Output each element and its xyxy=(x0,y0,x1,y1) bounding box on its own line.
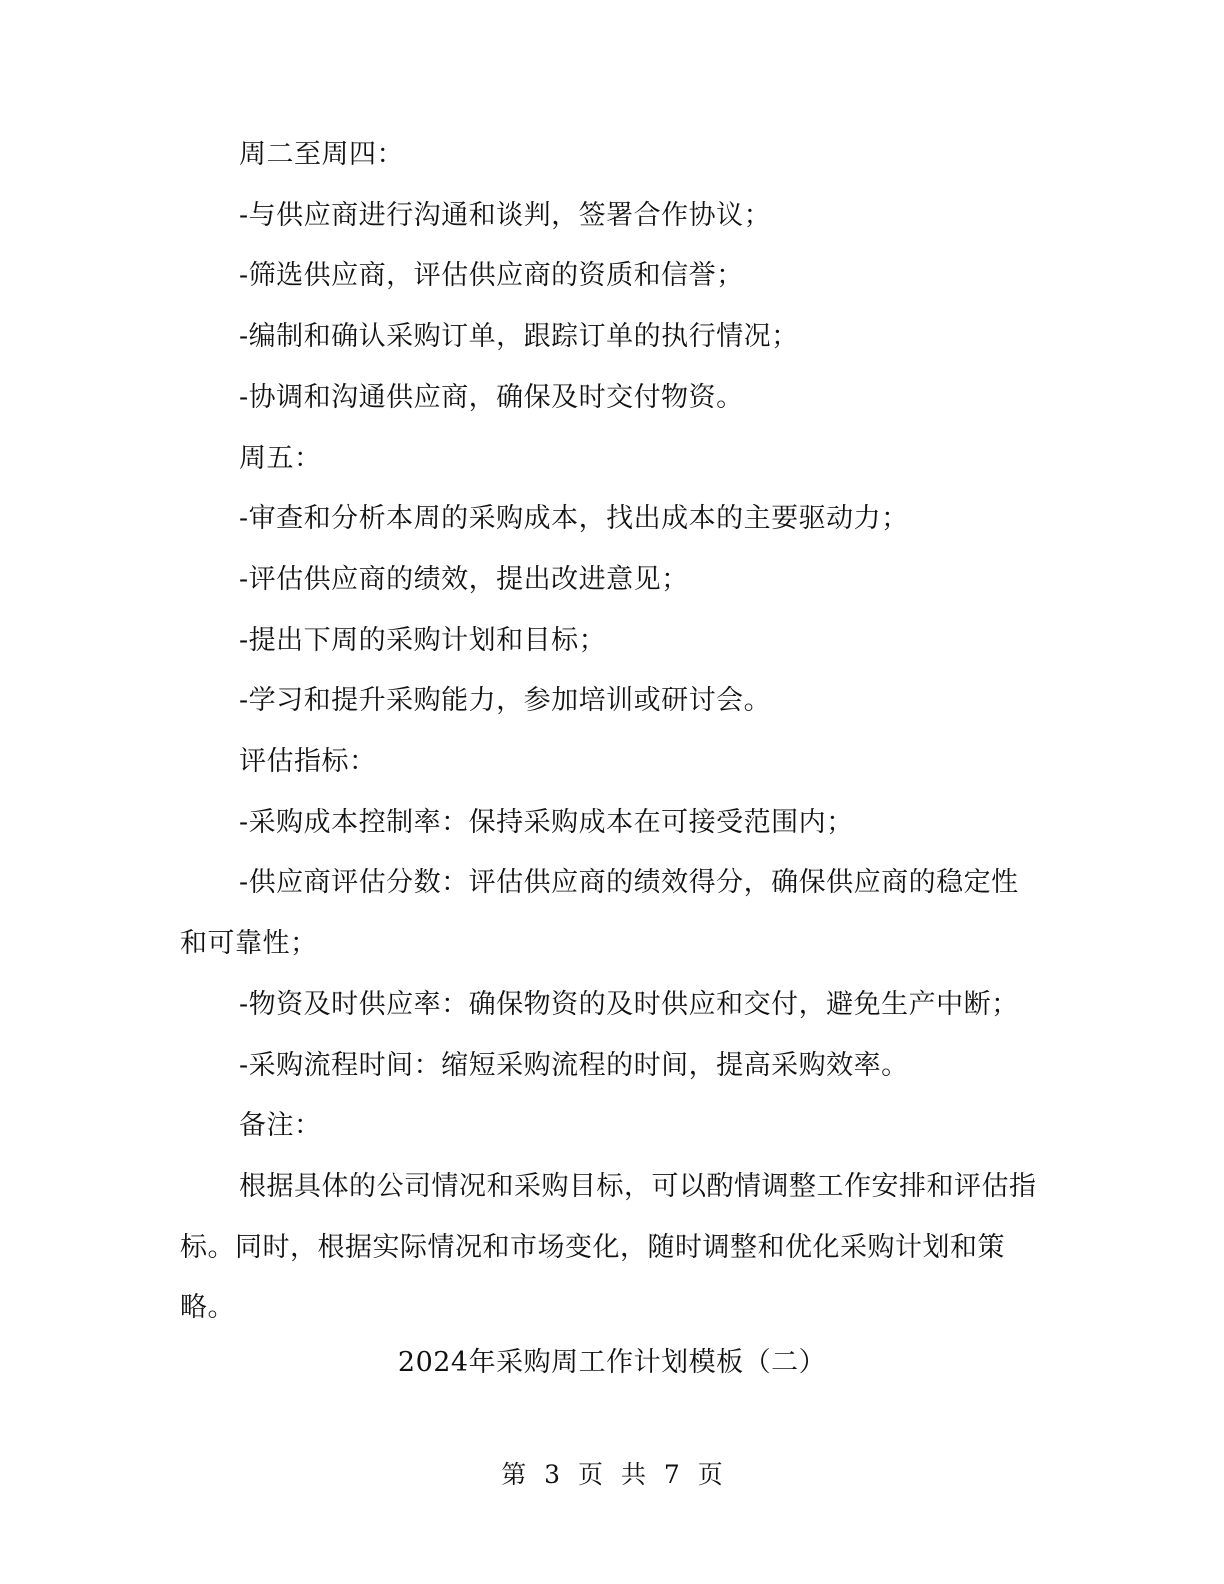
list-item: -审查和分析本周的采购成本，找出成本的主要驱动力； xyxy=(239,503,909,535)
section-heading-notes: 备注： xyxy=(239,1110,322,1142)
section-heading-fri: 周五： xyxy=(239,442,322,474)
page-footer: 第 3 页 共 7 页 xyxy=(501,1460,723,1489)
section-heading-tue-thu: 周二至周四： xyxy=(239,139,404,170)
notes-paragraph: 根据具体的公司情况和采购目标，可以酌情调整工作安排和评估指标。同时，根据实际情况和市场变化，随时调整和优化采购计划和策略。 xyxy=(180,1170,1037,1324)
list-item: -学习和提升采购能力，参加培训或研讨会。 xyxy=(239,685,772,717)
list-item: -编制和确认采购订单，跟踪订单的执行情况； xyxy=(239,321,799,353)
section-title: 2024年采购周工作计划模板（二） xyxy=(397,1347,827,1378)
list-item: -筛选供应商，评估供应商的资质和信誉； xyxy=(239,260,744,292)
document-body xyxy=(180,125,1040,1339)
list-item: -评估供应商的绩效，提出改进意见； xyxy=(239,563,689,595)
list-item: -采购成本控制率：保持采购成本在可接受范围内； xyxy=(239,806,854,838)
section-heading-metrics: 评估指标： xyxy=(239,746,377,778)
list-item: -采购流程时间：缩短采购流程的时间，提高采购效率。 xyxy=(239,1049,909,1081)
list-item: -供应商评估分数：评估供应商的绩效得分，确保供应商的稳定性和可靠性； xyxy=(180,867,1019,960)
list-item: -物资及时供应率：确保物资的及时供应和交付，避免生产中断； xyxy=(239,988,1019,1020)
list-item: -与供应商进行沟通和谈判，签署合作协议； xyxy=(239,199,772,231)
list-item: -提出下周的采购计划和目标； xyxy=(239,624,607,656)
list-item: -协调和沟通供应商，确保及时交付物资。 xyxy=(239,381,744,413)
